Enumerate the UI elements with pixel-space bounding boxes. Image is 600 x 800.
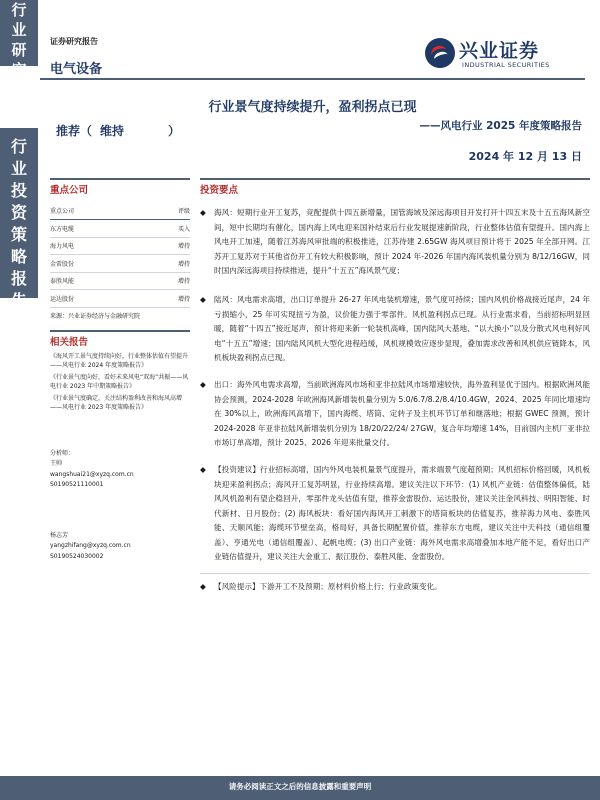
related-reports-list <box>50 352 190 413</box>
table-header-cell: 评级 <box>143 202 190 220</box>
sidebar-char: 究 <box>11 61 27 79</box>
left-column <box>50 178 190 562</box>
table-row <box>50 272 190 290</box>
table-header-cell: 重点公司 <box>50 202 143 220</box>
diamond-bullet-icon: ◆ <box>200 379 206 389</box>
highlight-bullet-risk <box>200 580 590 595</box>
sidebar-char: 行 <box>11 1 27 19</box>
highlights-heading: 投资要点 <box>200 178 590 196</box>
key-companies-heading: 重点公司 <box>50 178 190 196</box>
company-logo <box>425 36 590 76</box>
analyst-cert: S0190521110001 <box>50 481 104 488</box>
table-source: 来源：兴业证券经济与金融研究院 <box>50 312 141 320</box>
sidebar-char: 业 <box>11 21 27 39</box>
sidebar-char: 投 <box>10 181 27 200</box>
highlight-bullet-advice <box>200 463 590 565</box>
sidebar-category-block <box>0 0 38 79</box>
diamond-bullet-icon: ◆ <box>200 208 206 217</box>
company-name: 泰胜风能 <box>50 272 143 290</box>
analyst-name: 王帅 <box>50 460 63 467</box>
related-report-link[interactable]: 《海风开工景气度持续向好，行业整体估值有望提升——风电行业 2024 年度策略报告》 <box>50 352 189 369</box>
sidebar-char: 报 <box>10 269 27 288</box>
sidebar-char: 策 <box>10 225 27 244</box>
logo-chinese-name: 兴业证券 <box>459 40 540 62</box>
investment-highlights <box>200 178 590 595</box>
table-row <box>50 290 190 308</box>
sidebar-report-type-block <box>0 128 38 310</box>
logo-emblem-icon <box>425 38 455 68</box>
table-header-row <box>50 202 190 220</box>
bullet-text: 陆风：风电需求高增，出口订单提升 26-27 年风电装机增速，景气度可持续；国内风机价格战接近尾声，24 年亏损缩小，25 年可实现扭亏为盈，议价能力强于零部件。风机盈利拐点已现。从行业需求看，当前招标明显回暖，随着“十四五”接近尾声，预计将迎来新一轮装机高峰，国内陆风大基地、“以大换小”以及分散式风电利好风电“十五五”增速；国内陆风风机大型化进程趋缓，风机规模效应逐步显现，叠加需求改善和风机供应链降本，风机板块盈利拐点已现。 <box>214 294 590 363</box>
report-subtitle: ——风电行业 2025 年度策略报告 <box>419 120 582 132</box>
company-name: 东方电缆 <box>50 220 143 238</box>
analyst-cert: S0190524030002 <box>50 552 104 560</box>
rating-close: ） <box>168 124 181 138</box>
company-rating: 增持 <box>143 255 190 273</box>
rating-value: 维持 <box>100 124 125 138</box>
highlight-bullet-export <box>200 378 590 451</box>
sidebar-char: 业 <box>10 159 27 178</box>
company-rating: 增持 <box>143 237 190 255</box>
diamond-bullet-icon: ◆ <box>200 464 206 474</box>
bullet-text: 海风：短期行业开工复苏，竞配提供十四五新增量，国管海域及深远海项目开发打开十四五末及十五五海风新空间，短中长期均有催化，国内海上风电迎来国补结束后行业发展提速新阶段，行业整体估值有望提升。国内海上风电开工加速，随着江苏海风审批端的积极推进，江苏待建 2.65GW 海风项目预计将于 2025 年全部开网。江苏开工复苏对于其他省份开工有较大积极影响，预计 2024 年-2026 年国内海风装机量分别为 8/12/16GW，同时国内深远海项目持续推进，提升“十五五”海风景气度； <box>214 208 590 276</box>
report-title: 行业景气度持续提升，盈利拐点已现 <box>208 100 417 115</box>
bullet-text: 出口：海外风电需求高增，当前欧洲海风市场和亚非拉陆风市场增速较快，海外盈利显优于国内。根据欧洲风能协会预测，2024-2028 年欧洲海风新增装机量分别为 5.0/6.7/8.2/8.4/10.4GW，2024、2025 年同比增速均在 30%以上，欧洲海风高增下，国内海缆、塔筒、定转子及主机环节订单和继落地；根据 GWEC 预测，预计 2024-2028 年亚非拉陆风新增装机分别为 18/20/22/24/ 27GW，复合年均增速 14%，目前国内主机厂亚非拉市场订单高增，预计 2025、2026 年迎来批量交付。 <box>214 379 590 448</box>
company-rating: 买入 <box>143 220 190 238</box>
analyst-email[interactable]: wangshuai21@xyzq.com.cn <box>50 470 134 478</box>
highlight-bullet-onshore <box>200 293 590 366</box>
left-sidebar <box>0 0 38 800</box>
company-name: 海力风电 <box>50 237 143 255</box>
company-name: 金雷股份 <box>50 255 143 273</box>
sidebar-char: 研 <box>11 41 27 59</box>
key-companies-table <box>50 202 190 308</box>
highlight-bullet-offshore <box>200 206 590 279</box>
sidebar-char: 略 <box>10 247 27 266</box>
divider <box>200 573 590 574</box>
table-row <box>50 255 190 273</box>
disclaimer-notice: 请务必阅读正文之后的信息披露和重要声明 <box>228 782 372 791</box>
company-rating: 增持 <box>143 272 190 290</box>
sidebar-char: 告 <box>10 291 27 310</box>
sidebar-char: 资 <box>10 203 27 222</box>
rating-line <box>56 122 180 139</box>
company-name: 运达股份 <box>50 290 143 308</box>
report-category-label: 证券研究报告 <box>50 37 98 46</box>
analyst-label: 分析师： <box>50 449 75 457</box>
bullet-text: 【风险提示】下游开工不及预期；原材料价格上行；行业政策变化。 <box>214 582 442 592</box>
related-report-link[interactable]: 《行业景气度确定，关注结构盈利改善和海风高增——风电行业 2023 年度策略报告》 <box>50 394 183 411</box>
company-rating: 增持 <box>143 290 190 308</box>
header-divider <box>40 78 585 80</box>
diamond-bullet-icon: ◆ <box>200 294 206 304</box>
table-row <box>50 237 190 255</box>
rating-label: 推荐（ <box>56 124 93 138</box>
report-date: 2024 年 12 月 13 日 <box>468 150 582 163</box>
table-row <box>50 220 190 238</box>
bullet-text: 【投资建议】行业招标高增，国内外风电装机量景气度提升，需求端景气度超预期；风机招标价格回暖，风机板块迎来盈利拐点；海风开工复苏明显，行业持续高增。建议关注以下环节：(1) 风机产业链：估值整体偏低，陆风风机盈利有望企稳回升，零部件龙头估值有望，推荐金雷股份、运达股份，建议关注金风科技、明阳智能、时代新材、日月股份；(2) 海风板块：看好国内海风开工刺激下的塔筒板块的估值复苏，推荐海力风电、泰胜风能、天顺风能；海缆环节壁垒高，格局好，具备长期配置价值，推荐东方电缆，建议关注中天科技（通信组覆盖）、亨通光电（通信组覆盖）、起帆电缆；(3) 出口产业链：海外风电需求高增叠加本地产能不足，看好出口产业链估值提升，建议关注大金重工、振江股份、泰胜风能、金雷股份。 <box>214 464 590 562</box>
analyst-name: 杨志芳 <box>50 531 69 539</box>
sector-name: 电气设备 <box>50 62 103 77</box>
diamond-bullet-icon: ◆ <box>200 582 206 592</box>
sidebar-char: 行 <box>10 137 27 156</box>
logo-english-name: INDUSTRIAL SECURITIES <box>462 61 550 69</box>
related-report-link[interactable]: 《行业景气度向好，看好未来风电“双海”共振——风电行业 2023 年中期策略报告》 <box>50 373 189 390</box>
analyst-block <box>50 449 190 563</box>
related-reports-heading: 相关报告 <box>50 330 190 348</box>
analyst-email[interactable]: yangzhifang@xyzq.com.cn <box>50 542 131 549</box>
